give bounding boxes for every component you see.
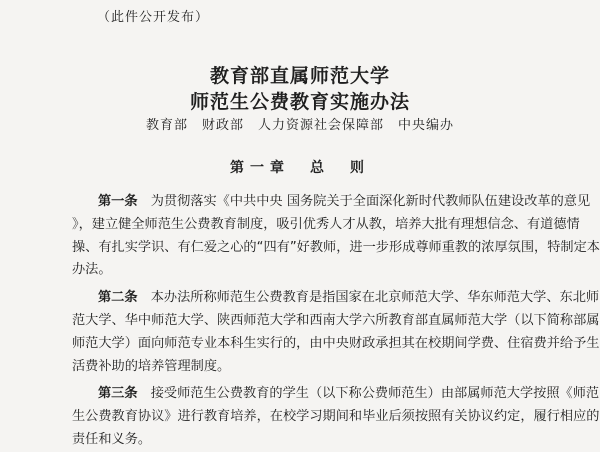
article-2 [72,287,600,378]
article-label: 第三条 [98,386,138,402]
article-line: 第三条 接受师范生公费教育的学生（以下称公费师范生）由部属师范大学按照《师范 [98,386,600,402]
article-line: 第二条 本办法所称师范生公费教育是指国家在北京师范大学、华东师范大学、东北师 [98,290,600,306]
article-line: 活费补助的培养管理制度。 [72,358,231,374]
article-label: 第二条 [98,290,138,306]
publication-notice: （此件公开发布） [97,10,210,25]
document-title-line-1: 教育部直属师范大学 [209,65,390,87]
article-3 [72,383,600,451]
articles-body [72,191,600,452]
chapter-heading: 第一章 总 则 [230,160,370,176]
article-line: 操、有扎实学识、有仁爱之心的“四有”好教师，进一步形成尊师重教的浓厚氛围，特制定本 [72,239,600,255]
article-line: 生公费教育协议》进行教育培养，在校学习期间和毕业后须按照有关协议约定，履行相应的 [72,409,600,425]
issuing-departments: 教育部 财政部 人力资源社会保障部 中央编办 [145,118,454,133]
article-line: 办法。 [72,262,112,278]
article-label: 第一条 [98,194,138,209]
article-line: 》，建立健全师范生公费教育制度，吸引优秀人才从教，培养大批有理想信念、有道德情 [72,216,580,232]
article-line: 范大学、华中师范大学、陕西师范大学和西南大学六所教育部直属师范大学（以下简称部属 [72,312,600,328]
article-1 [72,191,600,282]
document-title-line-2: 师范生公费教育实施办法 [189,91,410,113]
article-line: 师范大学）面向师范专业本科生实行的，由中央财政承担其在校期间学费、住宿费并给予生 [72,335,600,351]
article-line: 第一条 为贯彻落实《中共中央 国务院关于全面深化新时代教师队伍建设改革的意见 [98,194,591,209]
article-line: 责任和义务。 [72,431,152,447]
